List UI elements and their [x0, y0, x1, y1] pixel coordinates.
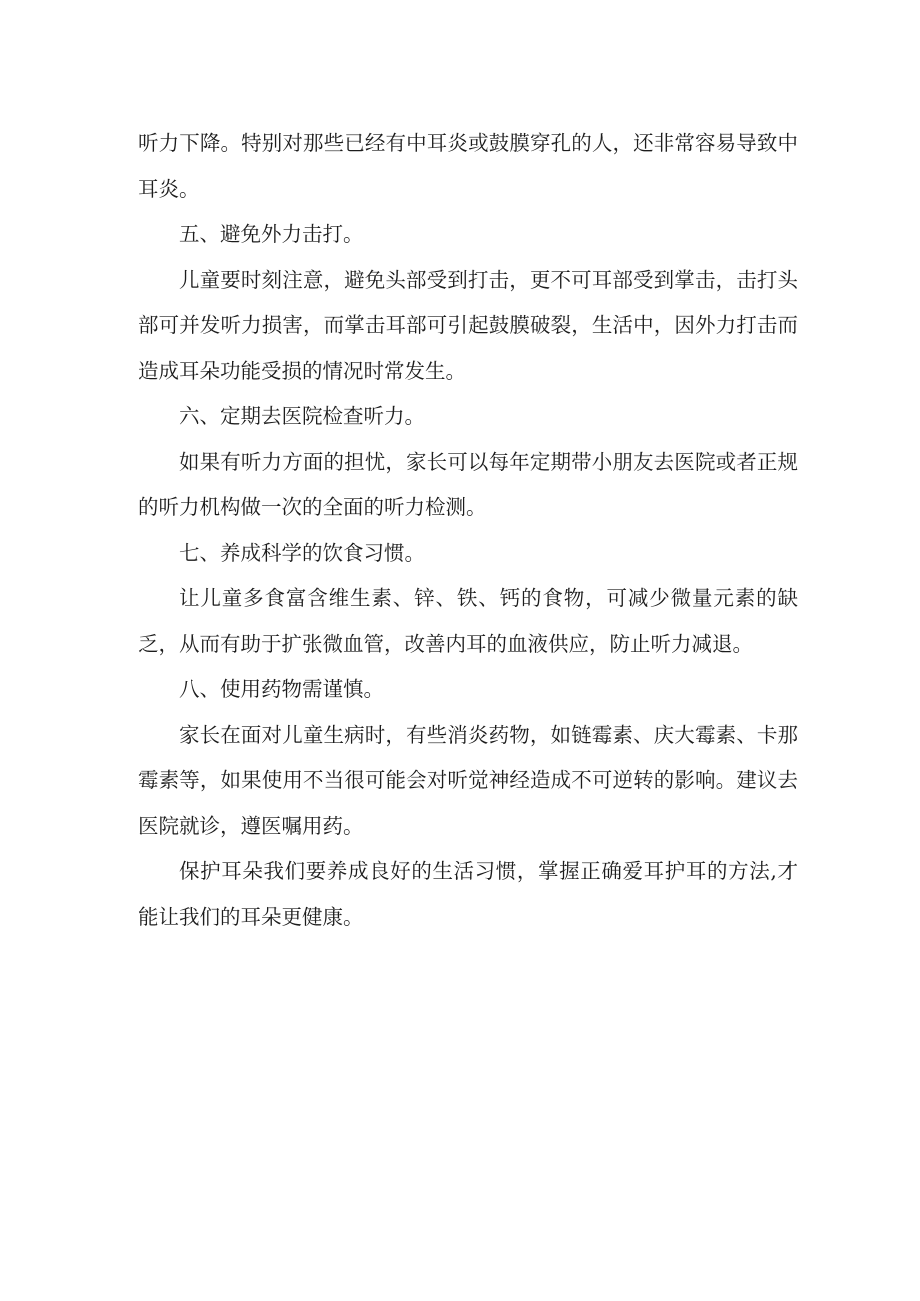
paragraph-diet: 让儿童多食富含维生素、锌、铁、钙的食物，可减少微量元素的缺乏，从而有助于扩张微血管，改善内耳的血液供应，防止听力减退。 [138, 586, 798, 656]
paragraph-conclusion: 保护耳朵我们要养成良好的生活习惯，掌握正确爱耳护耳的方法,才能让我们的耳朵更健康。 [138, 859, 798, 929]
paragraph-hearing-check: 如果有听力方面的担忧，家长可以每年定期带小朋友去医院或者正规的听力机构做一次的全面的听力检测。 [138, 449, 798, 519]
section-heading-7: 七、养成科学的饮食习惯。 [179, 540, 425, 565]
paragraph-avoid-external-force: 儿童要时刻注意，避免头部受到打击，更不可耳部受到掌击，击打头部可并发听力损害，而掌击耳部可引起鼓膜破裂，生活中，因外力打击而造成耳朵功能受损的情况时常发生。 [138, 267, 798, 383]
section-heading-8: 八、使用药物需谨慎。 [179, 677, 384, 701]
document-body [138, 121, 798, 940]
paragraph-continuation: 听力下降。特别对那些已经有中耳炎或鼓膜穿孔的人，还非常容易导致中耳炎。 [138, 131, 798, 201]
section-heading-5: 五、避免外力击打。 [179, 222, 364, 246]
section-heading-6: 六、定期去医院检查听力。 [179, 404, 425, 428]
paragraph-medication: 家长在面对儿童生病时，有些消炎药物，如链霉素、庆大霉素、卡那霉素等，如果使用不当很可能会对听觉神经造成不可逆转的影响。建议去医院就诊，遵医嘱用药。 [138, 722, 798, 838]
